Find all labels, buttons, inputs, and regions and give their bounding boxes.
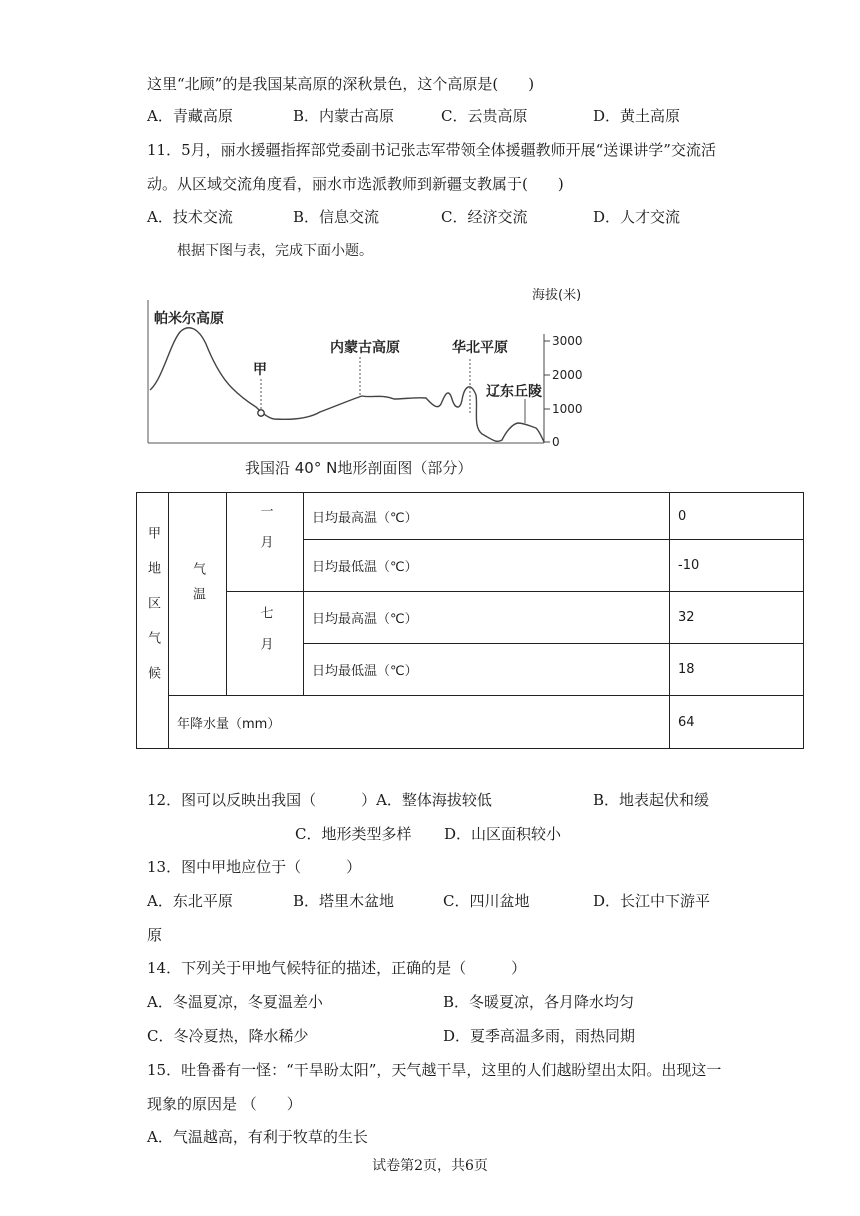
jul-min-value: 18 [670,644,804,696]
q12-line1: 12．图可以反映出我国（ ）A．整体海拔较低 [147,791,492,809]
q13-stem: 13．图中甲地应位于（ ） [147,858,362,876]
q15-option-a: A．气温越高，有利于牧草的生长 [147,1128,368,1146]
q11-option-a: A．技术交流 [147,208,233,226]
q12-option-c: C．地形类型多样 [295,825,412,843]
tick-2000: 2000 [552,368,583,382]
tick-1000: 1000 [552,402,583,416]
q11-option-c: C．经济交流 [441,208,528,226]
label-jia: 甲 [253,362,267,378]
temp-label: 气温 [190,562,205,612]
q12-option-d: D．山区面积较小 [444,825,562,843]
temp-cell [169,493,227,696]
q14-option-c: C．冬冷夏热，降水稀少 [147,1027,309,1045]
jul-max-label: 日均最高温（℃） [304,592,670,644]
q10-option-a: A．青藏高原 [147,107,233,125]
jan-max-label: 日均最高温（℃） [304,493,670,540]
q13-options [147,890,727,912]
axis-title: 海拔(米) [532,288,582,303]
q13-option-b: B．塔里木盆地 [293,892,395,910]
q14-option-a: A．冬温夏凉，冬夏温差小 [147,993,323,1011]
q15-line2: 现象的原因是 （ ） [147,1095,302,1113]
tick-0: 0 [552,435,560,449]
jan-label: 一月 [257,504,273,566]
precip-value: 64 [670,696,804,749]
label-leaders [261,357,470,414]
label-huabei: 华北平原 [452,340,508,356]
terrain-profile-figure [140,282,610,482]
label-liaodong: 辽东丘陵 [486,384,542,400]
q10-options [147,105,727,127]
q12-option-b: B．地表起伏和缓 [593,791,710,809]
label-neimenggu: 内蒙古高原 [330,340,400,356]
q13-option-c: C．四川盆地 [443,892,530,910]
jul-cell [227,592,304,696]
q13-option-a: A．东北平原 [147,892,233,910]
jul-max-value: 32 [670,592,804,644]
q10-option-b: B．内蒙古高原 [293,107,395,125]
jia-marker [258,410,264,416]
q10-option-c: C．云贵高原 [441,107,528,125]
q14-option-b: B．冬暖夏凉，各月降水均匀 [443,993,635,1011]
jul-min-label: 日均最低温（℃） [304,644,670,696]
region-cell [137,493,169,749]
jan-max-value: 0 [670,493,804,540]
q13-option-d-wrap: 原 [147,926,163,944]
q14-option-d: D．夏季高温多雨，雨热同期 [443,1027,636,1045]
q11-line2: 动。从区域交流角度看，丽水市选派教师到新疆支教属于( ) [147,175,564,193]
region-label: 甲地区气候 [145,526,160,701]
q15-line1: 15．吐鲁番有一怪：“干旱盼太阳”，天气越干旱，这里的人们越盼望出太阳。出现这一 [147,1061,722,1079]
label-pamir: 帕米尔高原 [154,311,224,327]
q11-option-b: B．信息交流 [293,208,380,226]
climate-table [136,492,804,749]
precip-label: 年降水量（mm） [169,696,670,749]
jan-min-value: -10 [670,540,804,592]
q10-option-d: D．黄土高原 [593,107,681,125]
page-footer: 试卷第2页，共6页 [372,1158,488,1174]
q11-line1: 11．5月，丽水援疆指挥部党委副书记张志军带领全体援疆教师开展“送课讲学”交流活 [147,141,716,159]
tick-3000: 3000 [552,334,583,348]
jan-cell [227,493,304,592]
q11-options [147,206,727,228]
q14-stem: 14．下列关于甲地气候特征的描述，正确的是（ ） [147,959,527,977]
jul-label: 七月 [257,605,273,668]
q13-option-d: D．长江中下游平 [593,892,711,910]
q10-stem: 这里“北顾”的是我国某高原的深秋景色，这个高原是( ) [147,75,535,93]
elevation-axis [544,334,550,443]
figure-caption: 我国沿 40° N地形剖面图（部分） [245,459,473,477]
section-intro: 根据下图与表，完成下面小题。 [177,243,373,259]
q11-option-d: D．人才交流 [593,208,681,226]
jan-min-label: 日均最低温（℃） [304,540,670,592]
